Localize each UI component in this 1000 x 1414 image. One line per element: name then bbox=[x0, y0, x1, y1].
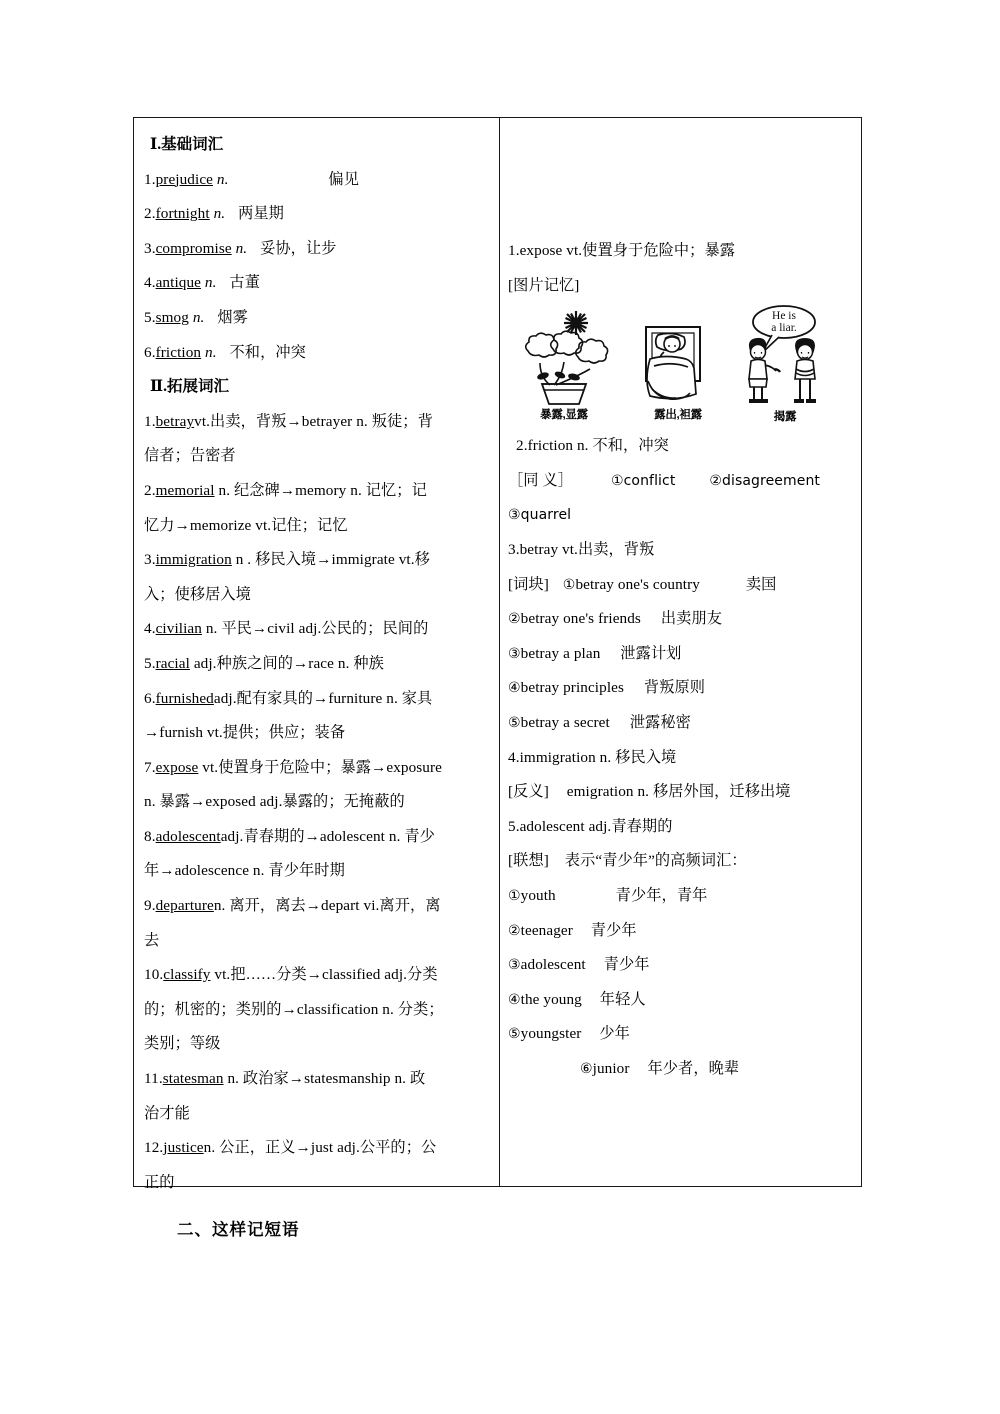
ext-entry-civilian bbox=[144, 612, 491, 647]
picture-person-in-bed bbox=[626, 319, 730, 422]
entry-number: 3. bbox=[144, 551, 156, 569]
youth-word-english: youth bbox=[520, 886, 556, 904]
person-in-bed-icon bbox=[628, 319, 728, 405]
betray-chunk-row-1 bbox=[508, 568, 853, 603]
entry-number: 11. bbox=[144, 1070, 163, 1088]
entry-number: 1. bbox=[144, 170, 156, 188]
association-tag: [联想] bbox=[508, 852, 549, 870]
section-title-extended-vocabulary: Ⅱ.拓展词汇 bbox=[150, 378, 229, 396]
picture-caption: 揭露 bbox=[773, 411, 797, 424]
entry-detail: n . 移民入境→immigrate vt.移 bbox=[235, 551, 430, 569]
table-cell-left bbox=[134, 118, 500, 1191]
entry-word: friction bbox=[155, 343, 202, 361]
item-marker: ② bbox=[508, 611, 521, 628]
flower-pot-sun-icon bbox=[516, 305, 612, 405]
ext-entry-racial bbox=[144, 647, 491, 682]
ext-entry-statesman-cont: 治才能 bbox=[144, 1104, 190, 1122]
entry-word: statesman bbox=[162, 1070, 224, 1088]
entry-number: 1. bbox=[144, 412, 156, 430]
betray-chunk-row-2 bbox=[508, 602, 853, 637]
youth-word-english: youngster bbox=[520, 1025, 582, 1043]
entry-number: 8. bbox=[144, 827, 156, 845]
chunk-chinese: 卖国 bbox=[745, 575, 777, 593]
youth-word-row-5 bbox=[508, 1017, 853, 1052]
entry-word: memorial bbox=[155, 481, 215, 499]
adolescent-association-row bbox=[508, 844, 853, 879]
entry-word: departure bbox=[155, 897, 214, 915]
speech-bubble-line1: He is bbox=[772, 310, 796, 323]
youth-word-english: the young bbox=[520, 990, 582, 1008]
ext-entry-adolescent bbox=[144, 820, 491, 855]
youth-word-chinese: 少年 bbox=[599, 1025, 630, 1043]
chunk-english: betray a secret bbox=[520, 713, 610, 731]
speech-bubble-line2: a liar. bbox=[771, 322, 797, 335]
ext-entry-departure-cont: 去 bbox=[144, 931, 160, 949]
entry-meaning: 偏见 bbox=[328, 170, 359, 188]
item-marker: ④ bbox=[508, 991, 521, 1008]
picture-caption: 露出,袒露 bbox=[654, 409, 702, 422]
entry-detail: vt.使置身于危险中；暴露→exposure bbox=[202, 758, 442, 776]
betray-entry-heading: 3.betray vt.出卖，背叛 bbox=[508, 540, 655, 558]
friction-entry-heading: 2.friction n. 不和，冲突 bbox=[516, 437, 669, 455]
entry-detail: adj.种族之间的→race n. 种族 bbox=[193, 654, 384, 672]
chunk-chinese: 出卖朋友 bbox=[660, 610, 723, 628]
chunk-tag: [词块] bbox=[508, 575, 549, 593]
entry-number: 6. bbox=[144, 689, 156, 707]
item-marker: ④ bbox=[508, 680, 521, 697]
entry-detail: adj.配有家具的→furniture n. 家具 bbox=[213, 689, 433, 707]
chunk-chinese: 泄露计划 bbox=[620, 644, 682, 662]
entry-pos: n. bbox=[192, 308, 205, 326]
youth-word-english: junior bbox=[592, 1059, 630, 1077]
entry-detail: vt.出卖，背叛→betrayer n. 叛徒；背 bbox=[194, 412, 433, 430]
betray-chunk-row-3 bbox=[508, 637, 853, 672]
entry-word: betray bbox=[155, 412, 195, 430]
entry-number: 5. bbox=[144, 654, 156, 672]
youth-word-row-2 bbox=[508, 914, 853, 949]
vocabulary-table bbox=[133, 117, 862, 1191]
entry-number: 4. bbox=[144, 620, 156, 638]
entry-detail: n. 政治家→statesmanship n. 政 bbox=[227, 1070, 426, 1088]
item-marker: ⑤ bbox=[508, 1026, 521, 1043]
entry-detail: n. 离开，离去→depart vi.离开，离 bbox=[213, 897, 441, 915]
entry-word: antique bbox=[155, 274, 201, 292]
item-marker: ② bbox=[508, 922, 521, 939]
entry-word: racial bbox=[155, 654, 190, 672]
youth-word-row-6 bbox=[508, 1052, 853, 1087]
expose-entry-heading: 1.expose vt.使置身于危险中；暴露 bbox=[508, 242, 736, 259]
chunk-english: betray a plan bbox=[520, 644, 601, 662]
entry-detail: n. 公正，正义→just adj.公平的；公 bbox=[203, 1139, 437, 1157]
entry-word: justice bbox=[163, 1139, 204, 1157]
vocab-entry-friction bbox=[144, 336, 491, 371]
youth-word-english: adolescent bbox=[520, 956, 586, 974]
entry-word: classify bbox=[163, 966, 211, 984]
ext-entry-adolescent-cont: 年→adolescence n. 青少年时期 bbox=[144, 862, 345, 880]
item-marker: ① bbox=[508, 887, 521, 904]
friction-synonym-item-3: ③quarrel bbox=[508, 507, 572, 524]
entry-number: 2. bbox=[144, 481, 156, 499]
entry-meaning: 烟雾 bbox=[217, 308, 248, 326]
youth-word-english: teenager bbox=[520, 921, 573, 939]
entry-number: 5. bbox=[144, 308, 156, 326]
friction-synonyms-row bbox=[508, 464, 853, 499]
entry-number: 2. bbox=[144, 205, 156, 223]
ext-entry-statesman bbox=[144, 1062, 491, 1097]
entry-detail: adj.青春期的→adolescent n. 青少 bbox=[220, 827, 435, 845]
youth-word-row-1 bbox=[508, 879, 853, 914]
ext-entry-memorial-cont: 忆力→memorize vt.记住；记忆 bbox=[144, 516, 348, 534]
entry-word: fortnight bbox=[155, 205, 210, 223]
entry-word: smog bbox=[155, 308, 189, 326]
ext-entry-expose bbox=[144, 751, 491, 786]
betray-chunk-row-5 bbox=[508, 706, 853, 741]
chunk-chinese: 背叛原则 bbox=[643, 679, 706, 697]
bottom-section-heading: 二、这样记短语 bbox=[177, 1221, 300, 1239]
chunk-english: betray one's country bbox=[575, 575, 700, 593]
vocab-entry-smog bbox=[144, 301, 491, 336]
picture-flower-pot-sun bbox=[514, 305, 614, 422]
entry-word: adolescent bbox=[155, 827, 221, 845]
entry-pos: n. bbox=[213, 205, 226, 223]
synonym-tag: ［同 义］ bbox=[508, 471, 574, 489]
vocab-entry-prejudice bbox=[144, 163, 491, 198]
entry-number: 12. bbox=[144, 1139, 164, 1157]
entry-number: 9. bbox=[144, 897, 156, 915]
youth-word-chinese: 青少年，青年 bbox=[615, 886, 708, 904]
youth-word-row-4 bbox=[508, 983, 853, 1018]
chunk-english: betray principles bbox=[520, 679, 624, 697]
immigration-antonym-row bbox=[508, 775, 853, 810]
vocab-entry-antique bbox=[144, 266, 491, 301]
entry-pos: n. bbox=[235, 239, 248, 257]
entry-pos: n. bbox=[216, 170, 229, 188]
ext-entry-memorial bbox=[144, 474, 491, 509]
entry-number: 3. bbox=[144, 239, 156, 257]
ext-entry-immigration bbox=[144, 543, 491, 578]
picture-memory-label: [图片记忆] bbox=[508, 276, 580, 294]
entry-word: civilian bbox=[155, 620, 202, 638]
antonym-content: emigration n. 移居外国，迁移出境 bbox=[566, 783, 791, 801]
entry-word: compromise bbox=[155, 239, 232, 257]
association-intro: 表示“青少年”的高频词汇： bbox=[564, 852, 747, 870]
entry-pos: n. bbox=[205, 343, 217, 361]
youth-word-chinese: 年轻人 bbox=[599, 990, 646, 1008]
entry-number: 10. bbox=[144, 966, 164, 984]
entry-meaning: 妥协，让步 bbox=[260, 239, 337, 257]
antonym-tag: [反义] bbox=[508, 783, 549, 801]
synonym-item: ②disagreement bbox=[709, 472, 821, 489]
youth-word-chinese: 青少年 bbox=[590, 921, 637, 939]
entry-word: expose bbox=[155, 758, 199, 776]
ext-entry-justice bbox=[144, 1131, 491, 1166]
table-cell-right bbox=[500, 118, 861, 1186]
entry-meaning: 古董 bbox=[229, 274, 260, 292]
entry-number: 6. bbox=[144, 343, 156, 361]
chunk-english: betray one's friends bbox=[520, 610, 641, 628]
ext-entry-furnished bbox=[144, 682, 491, 717]
two-people-accusation-icon bbox=[732, 303, 838, 407]
ext-entry-betray bbox=[144, 405, 491, 440]
entry-detail: n. 纪念碑→memory n. 记忆；记 bbox=[218, 481, 427, 499]
ext-entry-immigration-cont: 入；使移居入境 bbox=[144, 585, 252, 603]
immigration-entry-heading: 4.immigration n. 移民入境 bbox=[508, 748, 677, 766]
picture-caption: 暴露,显露 bbox=[540, 409, 588, 422]
ext-entry-betray-cont: 信者；告密者 bbox=[144, 447, 236, 465]
vocab-entry-fortnight bbox=[144, 197, 491, 232]
section-title-basic-vocabulary: Ⅰ.基础词汇 bbox=[150, 136, 224, 153]
ext-entry-classify-cont2: 类别；等级 bbox=[144, 1035, 221, 1053]
youth-word-chinese: 年少者，晚辈 bbox=[647, 1059, 740, 1077]
chunk-chinese: 泄露秘密 bbox=[629, 713, 691, 731]
youth-word-chinese: 青少年 bbox=[603, 956, 650, 974]
entry-detail: n. 平民→civil adj.公民的；民间的 bbox=[205, 620, 429, 638]
entry-word: immigration bbox=[155, 551, 232, 569]
item-marker: ③ bbox=[508, 645, 521, 662]
right-column-top-spacer bbox=[508, 128, 853, 234]
picture-memory-strip bbox=[508, 305, 853, 429]
item-marker: ① bbox=[562, 576, 576, 593]
ext-entry-classify-cont1: 的；机密的；类别的→classification n. 分类； bbox=[144, 1000, 444, 1018]
item-marker: ⑥ bbox=[580, 1060, 593, 1077]
synonym-item: ①conflict bbox=[610, 472, 676, 489]
entry-number: 4. bbox=[144, 274, 156, 292]
item-marker: ③ bbox=[508, 957, 521, 974]
entry-detail: vt.把……分类→classified adj.分类 bbox=[214, 966, 438, 984]
entry-pos: n. bbox=[204, 274, 217, 292]
youth-word-row-3 bbox=[508, 948, 853, 983]
entry-meaning: 两星期 bbox=[238, 205, 284, 223]
ext-entry-expose-cont: n. 暴露→exposed adj.暴露的；无掩蔽的 bbox=[144, 793, 405, 811]
item-marker: ⑤ bbox=[508, 714, 521, 731]
adolescent-entry-heading: 5.adolescent adj.青春期的 bbox=[508, 817, 673, 835]
entry-word: prejudice bbox=[155, 170, 213, 188]
entry-word: furnished bbox=[155, 689, 214, 707]
entry-number: 7. bbox=[144, 758, 156, 776]
picture-two-people-accusation bbox=[730, 303, 840, 424]
ext-entry-justice-cont: 正的 bbox=[144, 1173, 175, 1191]
ext-entry-classify bbox=[144, 958, 491, 993]
entry-meaning: 不和，冲突 bbox=[229, 343, 306, 361]
vocab-entry-compromise bbox=[144, 232, 491, 267]
ext-entry-furnished-cont: →furnish vt.提供；供应；装备 bbox=[144, 724, 346, 742]
ext-entry-departure bbox=[144, 889, 491, 924]
betray-chunk-row-4 bbox=[508, 671, 853, 706]
